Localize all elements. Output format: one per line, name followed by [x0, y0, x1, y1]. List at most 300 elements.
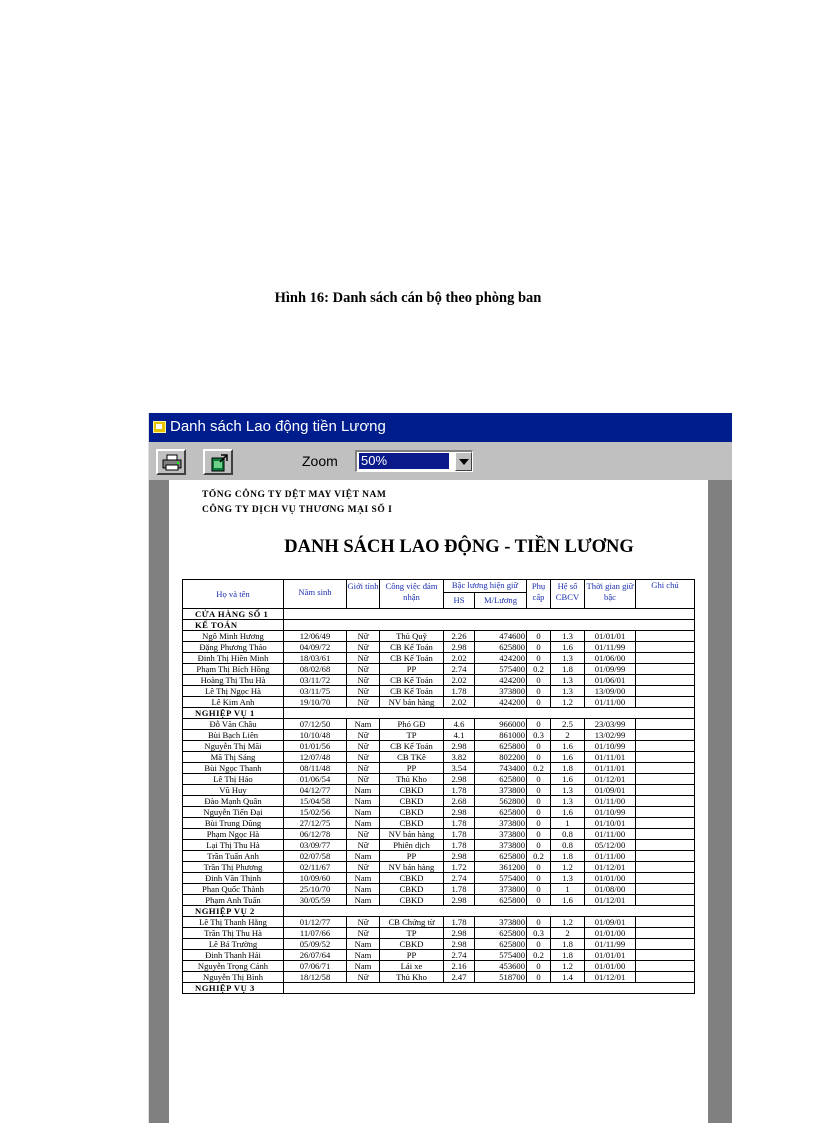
department-heading: [183, 906, 695, 917]
cell: 0: [527, 774, 551, 785]
cell: 12/06/49: [284, 631, 347, 642]
report-page: [169, 480, 708, 1123]
cell: Trần Thị Phương: [183, 862, 284, 873]
note-cell: [636, 642, 695, 653]
cell: 2.98: [444, 928, 475, 939]
table-row: [183, 939, 695, 950]
cell: 1.6: [551, 774, 585, 785]
cell: CBKD: [380, 895, 444, 906]
col-cbcv: Hệ số CBCV: [551, 580, 585, 609]
window-titlebar[interactable]: [149, 413, 732, 442]
cell: Phó GĐ: [380, 719, 444, 730]
table-row: [183, 873, 695, 884]
cell: 0.8: [551, 840, 585, 851]
cell: Lê Bá Trường: [183, 939, 284, 950]
cell: 1.3: [551, 873, 585, 884]
org-line-2: CÔNG TY DỊCH VỤ THƯƠNG MẠI SỐ I: [202, 505, 393, 515]
cell: 01/12/01: [585, 972, 636, 983]
col-job: Công việc đảm nhận: [380, 580, 444, 609]
cell: 2.98: [444, 807, 475, 818]
cell: 01/01/01: [585, 631, 636, 642]
cell: 625800: [475, 807, 527, 818]
cell: 0: [527, 675, 551, 686]
cell: Nữ: [347, 675, 380, 686]
export-button[interactable]: [203, 449, 233, 475]
cell: 0.3: [527, 730, 551, 741]
cell: 1.2: [551, 961, 585, 972]
preview-viewport[interactable]: [149, 480, 732, 1123]
cell: 0: [527, 862, 551, 873]
table-row: [183, 961, 695, 972]
cell: 1.6: [551, 642, 585, 653]
note-cell: [636, 829, 695, 840]
table-row: [183, 917, 695, 928]
cell: 01/10/99: [585, 807, 636, 818]
table-row: [183, 807, 695, 818]
cell: Nam: [347, 796, 380, 807]
cell: 2.98: [444, 642, 475, 653]
table-row: [183, 752, 695, 763]
cell: 4.6: [444, 719, 475, 730]
cell: Vũ Huy: [183, 785, 284, 796]
cell: Thủ Quỹ: [380, 631, 444, 642]
cell: 1.2: [551, 862, 585, 873]
cell: 04/09/72: [284, 642, 347, 653]
cell: 02/11/67: [284, 862, 347, 873]
cell: 2.74: [444, 873, 475, 884]
cell: Nguyễn Tiến Đại: [183, 807, 284, 818]
note-cell: [636, 763, 695, 774]
report-preview-window: [148, 413, 732, 1123]
col-salary-group: Bậc lương hiện giữ: [444, 580, 527, 593]
note-cell: [636, 840, 695, 851]
note-cell: [636, 631, 695, 642]
cell: 361200: [475, 862, 527, 873]
cell: Lê Thị Hảo: [183, 774, 284, 785]
note-cell: [636, 697, 695, 708]
print-button[interactable]: [156, 449, 186, 475]
cell: 0: [527, 939, 551, 950]
cell: 0: [527, 972, 551, 983]
cell: Nguyễn Thị Mãi: [183, 741, 284, 752]
cell: 0: [527, 741, 551, 752]
cell: CB Kế Toán: [380, 686, 444, 697]
cell: Bùi Bạch Liên: [183, 730, 284, 741]
note-cell: [636, 972, 695, 983]
cell: 3.54: [444, 763, 475, 774]
cell: 1.78: [444, 884, 475, 895]
col-gender: Giới tính: [347, 580, 380, 609]
cell: 1.3: [551, 796, 585, 807]
cell: 1.78: [444, 818, 475, 829]
cell: 15/04/58: [284, 796, 347, 807]
cell: 424200: [475, 653, 527, 664]
cell: Ngô Minh Hương: [183, 631, 284, 642]
cell: 2.68: [444, 796, 475, 807]
cell: Phiên dịch: [380, 840, 444, 851]
cell: 01/09/99: [585, 664, 636, 675]
cell: 01/11/00: [585, 796, 636, 807]
note-cell: [636, 851, 695, 862]
note-cell: [636, 818, 695, 829]
table-row: [183, 631, 695, 642]
table-row: [183, 697, 695, 708]
col-time: Thời gian giữ bậc: [585, 580, 636, 609]
cell: 0.3: [527, 928, 551, 939]
cell: CB Kế Toán: [380, 675, 444, 686]
note-cell: [636, 862, 695, 873]
cell: 625800: [475, 642, 527, 653]
cell: PP: [380, 664, 444, 675]
cell: 625800: [475, 939, 527, 950]
cell: Lê Kim Anh: [183, 697, 284, 708]
cell: 373800: [475, 686, 527, 697]
cell: 802200: [475, 752, 527, 763]
cell: 1.2: [551, 697, 585, 708]
cell: Nam: [347, 950, 380, 961]
cell: Nam: [347, 939, 380, 950]
cell: CB Kế Toán: [380, 741, 444, 752]
cell: 0: [527, 884, 551, 895]
cell: 06/12/78: [284, 829, 347, 840]
note-cell: [636, 961, 695, 972]
cell: CBKD: [380, 796, 444, 807]
cell: 01/01/56: [284, 741, 347, 752]
cell: 0: [527, 829, 551, 840]
cell: 08/11/48: [284, 763, 347, 774]
note-cell: [636, 730, 695, 741]
zoom-value: 50%: [359, 453, 449, 469]
cell: Nữ: [347, 664, 380, 675]
cell: 1.6: [551, 895, 585, 906]
cell: CBKD: [380, 807, 444, 818]
note-cell: [636, 741, 695, 752]
table-row: [183, 741, 695, 752]
cell: 2.98: [444, 774, 475, 785]
table-row: [183, 653, 695, 664]
table-row: [183, 719, 695, 730]
table-row: [183, 840, 695, 851]
cell: 11/07/66: [284, 928, 347, 939]
table-row: [183, 774, 695, 785]
cell: 1.8: [551, 664, 585, 675]
section-label: NGHIỆP VỤ 3: [183, 983, 284, 994]
cell: 01/11/99: [585, 642, 636, 653]
cell: NV bán hàng: [380, 829, 444, 840]
table-row: [183, 796, 695, 807]
cell: 0.2: [527, 763, 551, 774]
cell: 01/12/01: [585, 774, 636, 785]
cell: 01/11/00: [585, 697, 636, 708]
cell: 1.6: [551, 752, 585, 763]
department-heading: [183, 983, 695, 994]
cell: Đặng Phương Thảo: [183, 642, 284, 653]
cell: 0: [527, 697, 551, 708]
col-mluong: M/Lương: [475, 593, 527, 609]
cell: Đào Mạnh Quân: [183, 796, 284, 807]
cell: CB TKê: [380, 752, 444, 763]
cell: NV bán hàng: [380, 862, 444, 873]
cell: 373800: [475, 818, 527, 829]
cell: 23/03/99: [585, 719, 636, 730]
cell: 1: [551, 818, 585, 829]
col-name: Họ và tên: [183, 580, 284, 609]
note-cell: [636, 774, 695, 785]
note-cell: [636, 873, 695, 884]
cell: 1.78: [444, 785, 475, 796]
cell: 25/10/70: [284, 884, 347, 895]
cell: 0: [527, 642, 551, 653]
cell: CB Kế Toán: [380, 642, 444, 653]
cell: 0.2: [527, 851, 551, 862]
cell: 2.02: [444, 653, 475, 664]
cell: 05/09/52: [284, 939, 347, 950]
cell: 1.8: [551, 939, 585, 950]
cell: 26/07/64: [284, 950, 347, 961]
department-heading: [183, 620, 695, 631]
cell: 1.3: [551, 686, 585, 697]
note-cell: [636, 653, 695, 664]
note-cell: [636, 807, 695, 818]
cell: 625800: [475, 895, 527, 906]
cell: Nữ: [347, 730, 380, 741]
cell: Phan Quốc Thành: [183, 884, 284, 895]
cell: 04/12/77: [284, 785, 347, 796]
cell: 01/11/99: [585, 939, 636, 950]
cell: 966000: [475, 719, 527, 730]
cell: 01/11/00: [585, 851, 636, 862]
zoom-label: Zoom: [302, 453, 338, 469]
cell: Nam: [347, 785, 380, 796]
table-row: [183, 862, 695, 873]
cell: 2.5: [551, 719, 585, 730]
note-cell: [636, 950, 695, 961]
cell: Thủ Kho: [380, 972, 444, 983]
cell: Lê Thị Ngọc Hà: [183, 686, 284, 697]
col-allowance: Phụ cấp: [527, 580, 551, 609]
note-cell: [636, 917, 695, 928]
cell: 01/01/00: [585, 961, 636, 972]
cell: CBKD: [380, 884, 444, 895]
section-label: KẾ TOÁN: [183, 620, 284, 631]
cell: 03/11/72: [284, 675, 347, 686]
cell: 1.3: [551, 675, 585, 686]
staff-table: [182, 579, 695, 994]
cell: 12/07/48: [284, 752, 347, 763]
cell: 2: [551, 730, 585, 741]
cell: 01/12/01: [585, 862, 636, 873]
cell: 575400: [475, 950, 527, 961]
cell: Nữ: [347, 862, 380, 873]
cell: 424200: [475, 675, 527, 686]
cell: Đinh Thị Hiền Minh: [183, 653, 284, 664]
cell: 474600: [475, 631, 527, 642]
cell: 1: [551, 884, 585, 895]
cell: 2.98: [444, 939, 475, 950]
chevron-down-icon[interactable]: [455, 452, 472, 471]
cell: Đinh Thanh Hải: [183, 950, 284, 961]
cell: 0: [527, 807, 551, 818]
cell: 743400: [475, 763, 527, 774]
note-cell: [636, 719, 695, 730]
cell: 0: [527, 796, 551, 807]
table-row: [183, 928, 695, 939]
cell: 03/11/75: [284, 686, 347, 697]
cell: 1.78: [444, 840, 475, 851]
org-line-1: TỔNG CÔNG TY DỆT MAY VIỆT NAM: [202, 490, 387, 500]
cell: Thủ Kho: [380, 774, 444, 785]
table-row: [183, 895, 695, 906]
cell: Nữ: [347, 741, 380, 752]
cell: 0.2: [527, 664, 551, 675]
store-heading: [183, 609, 695, 620]
note-cell: [636, 664, 695, 675]
cell: 1.4: [551, 972, 585, 983]
cell: 0: [527, 873, 551, 884]
cell: Nam: [347, 961, 380, 972]
cell: Nam: [347, 818, 380, 829]
cell: 0: [527, 961, 551, 972]
cell: 2.26: [444, 631, 475, 642]
app-icon: [153, 421, 166, 433]
note-cell: [636, 785, 695, 796]
cell: 01/11/01: [585, 752, 636, 763]
cell: 2.02: [444, 697, 475, 708]
zoom-select[interactable]: [355, 450, 473, 472]
table-row: [183, 818, 695, 829]
cell: 373800: [475, 884, 527, 895]
cell: Trần Tuấn Anh: [183, 851, 284, 862]
cell: 05/12/00: [585, 840, 636, 851]
cell: 625800: [475, 851, 527, 862]
cell: Nữ: [347, 928, 380, 939]
cell: 01/11/00: [585, 829, 636, 840]
table-row: [183, 642, 695, 653]
cell: Nguyễn Trọng Cảnh: [183, 961, 284, 972]
cell: Bùi Ngọc Thanh: [183, 763, 284, 774]
cell: 4.1: [444, 730, 475, 741]
cell: 0: [527, 631, 551, 642]
cell: 2.74: [444, 664, 475, 675]
cell: 0.2: [527, 950, 551, 961]
cell: 2.98: [444, 851, 475, 862]
table-row: [183, 664, 695, 675]
cell: Nữ: [347, 752, 380, 763]
cell: 30/05/59: [284, 895, 347, 906]
export-icon: [209, 454, 229, 472]
cell: PP: [380, 851, 444, 862]
cell: 01/09/01: [585, 785, 636, 796]
cell: 1.3: [551, 653, 585, 664]
cell: 1.8: [551, 950, 585, 961]
cell: 01/11/01: [585, 763, 636, 774]
cell: Nam: [347, 719, 380, 730]
table-row: [183, 950, 695, 961]
toolbar: [149, 442, 732, 480]
cell: 1.8: [551, 851, 585, 862]
cell: 01/06/54: [284, 774, 347, 785]
cell: 861000: [475, 730, 527, 741]
cell: 0: [527, 752, 551, 763]
cell: 01/01/00: [585, 928, 636, 939]
cell: 13/09/00: [585, 686, 636, 697]
cell: Phạm Anh Tuấn: [183, 895, 284, 906]
cell: Nguyễn Thị Bình: [183, 972, 284, 983]
cell: 1.6: [551, 741, 585, 752]
cell: 07/12/50: [284, 719, 347, 730]
note-cell: [636, 796, 695, 807]
cell: 424200: [475, 697, 527, 708]
cell: 19/10/70: [284, 697, 347, 708]
cell: 07/06/71: [284, 961, 347, 972]
cell: Lái xe: [380, 961, 444, 972]
cell: Đinh Văn Thịnh: [183, 873, 284, 884]
cell: 1.78: [444, 917, 475, 928]
cell: 1.2: [551, 917, 585, 928]
cell: 3.82: [444, 752, 475, 763]
cell: Phạm Ngọc Hà: [183, 829, 284, 840]
cell: 373800: [475, 917, 527, 928]
cell: 01/01/00: [585, 873, 636, 884]
cell: Bùi Trung Dũng: [183, 818, 284, 829]
cell: 01/10/99: [585, 741, 636, 752]
cell: 10/10/48: [284, 730, 347, 741]
cell: 0: [527, 653, 551, 664]
cell: 08/02/68: [284, 664, 347, 675]
cell: 01/08/00: [585, 884, 636, 895]
cell: 01/06/00: [585, 653, 636, 664]
cell: Nam: [347, 873, 380, 884]
cell: Nữ: [347, 686, 380, 697]
cell: 2: [551, 928, 585, 939]
cell: Lê Thị Thanh Hằng: [183, 917, 284, 928]
table-row: [183, 675, 695, 686]
section-label: NGHIỆP VỤ 2: [183, 906, 284, 917]
note-cell: [636, 884, 695, 895]
cell: 02/07/58: [284, 851, 347, 862]
cell: 0: [527, 686, 551, 697]
cell: Nam: [347, 884, 380, 895]
cell: 453600: [475, 961, 527, 972]
section-label: CỬA HÀNG SỐ 1: [183, 609, 284, 620]
table-row: [183, 686, 695, 697]
printer-icon: [162, 454, 182, 472]
cell: 1.8: [551, 763, 585, 774]
cell: Nam: [347, 895, 380, 906]
cell: 01/12/01: [585, 895, 636, 906]
cell: 01/10/01: [585, 818, 636, 829]
cell: 2.98: [444, 741, 475, 752]
cell: 562800: [475, 796, 527, 807]
cell: 1.78: [444, 686, 475, 697]
cell: CB Kế Toán: [380, 653, 444, 664]
cell: 10/09/60: [284, 873, 347, 884]
cell: Nữ: [347, 653, 380, 664]
note-cell: [636, 752, 695, 763]
note-cell: [636, 939, 695, 950]
cell: Nữ: [347, 917, 380, 928]
cell: Trần Thị Thu Hà: [183, 928, 284, 939]
cell: CBKD: [380, 939, 444, 950]
cell: 2.02: [444, 675, 475, 686]
cell: 625800: [475, 741, 527, 752]
cell: CBKD: [380, 785, 444, 796]
note-cell: [636, 928, 695, 939]
cell: Nam: [347, 851, 380, 862]
cell: 0: [527, 840, 551, 851]
cell: 01/09/01: [585, 917, 636, 928]
report-title: DANH SÁCH LAO ĐỘNG - TIỀN LƯƠNG: [284, 537, 634, 557]
